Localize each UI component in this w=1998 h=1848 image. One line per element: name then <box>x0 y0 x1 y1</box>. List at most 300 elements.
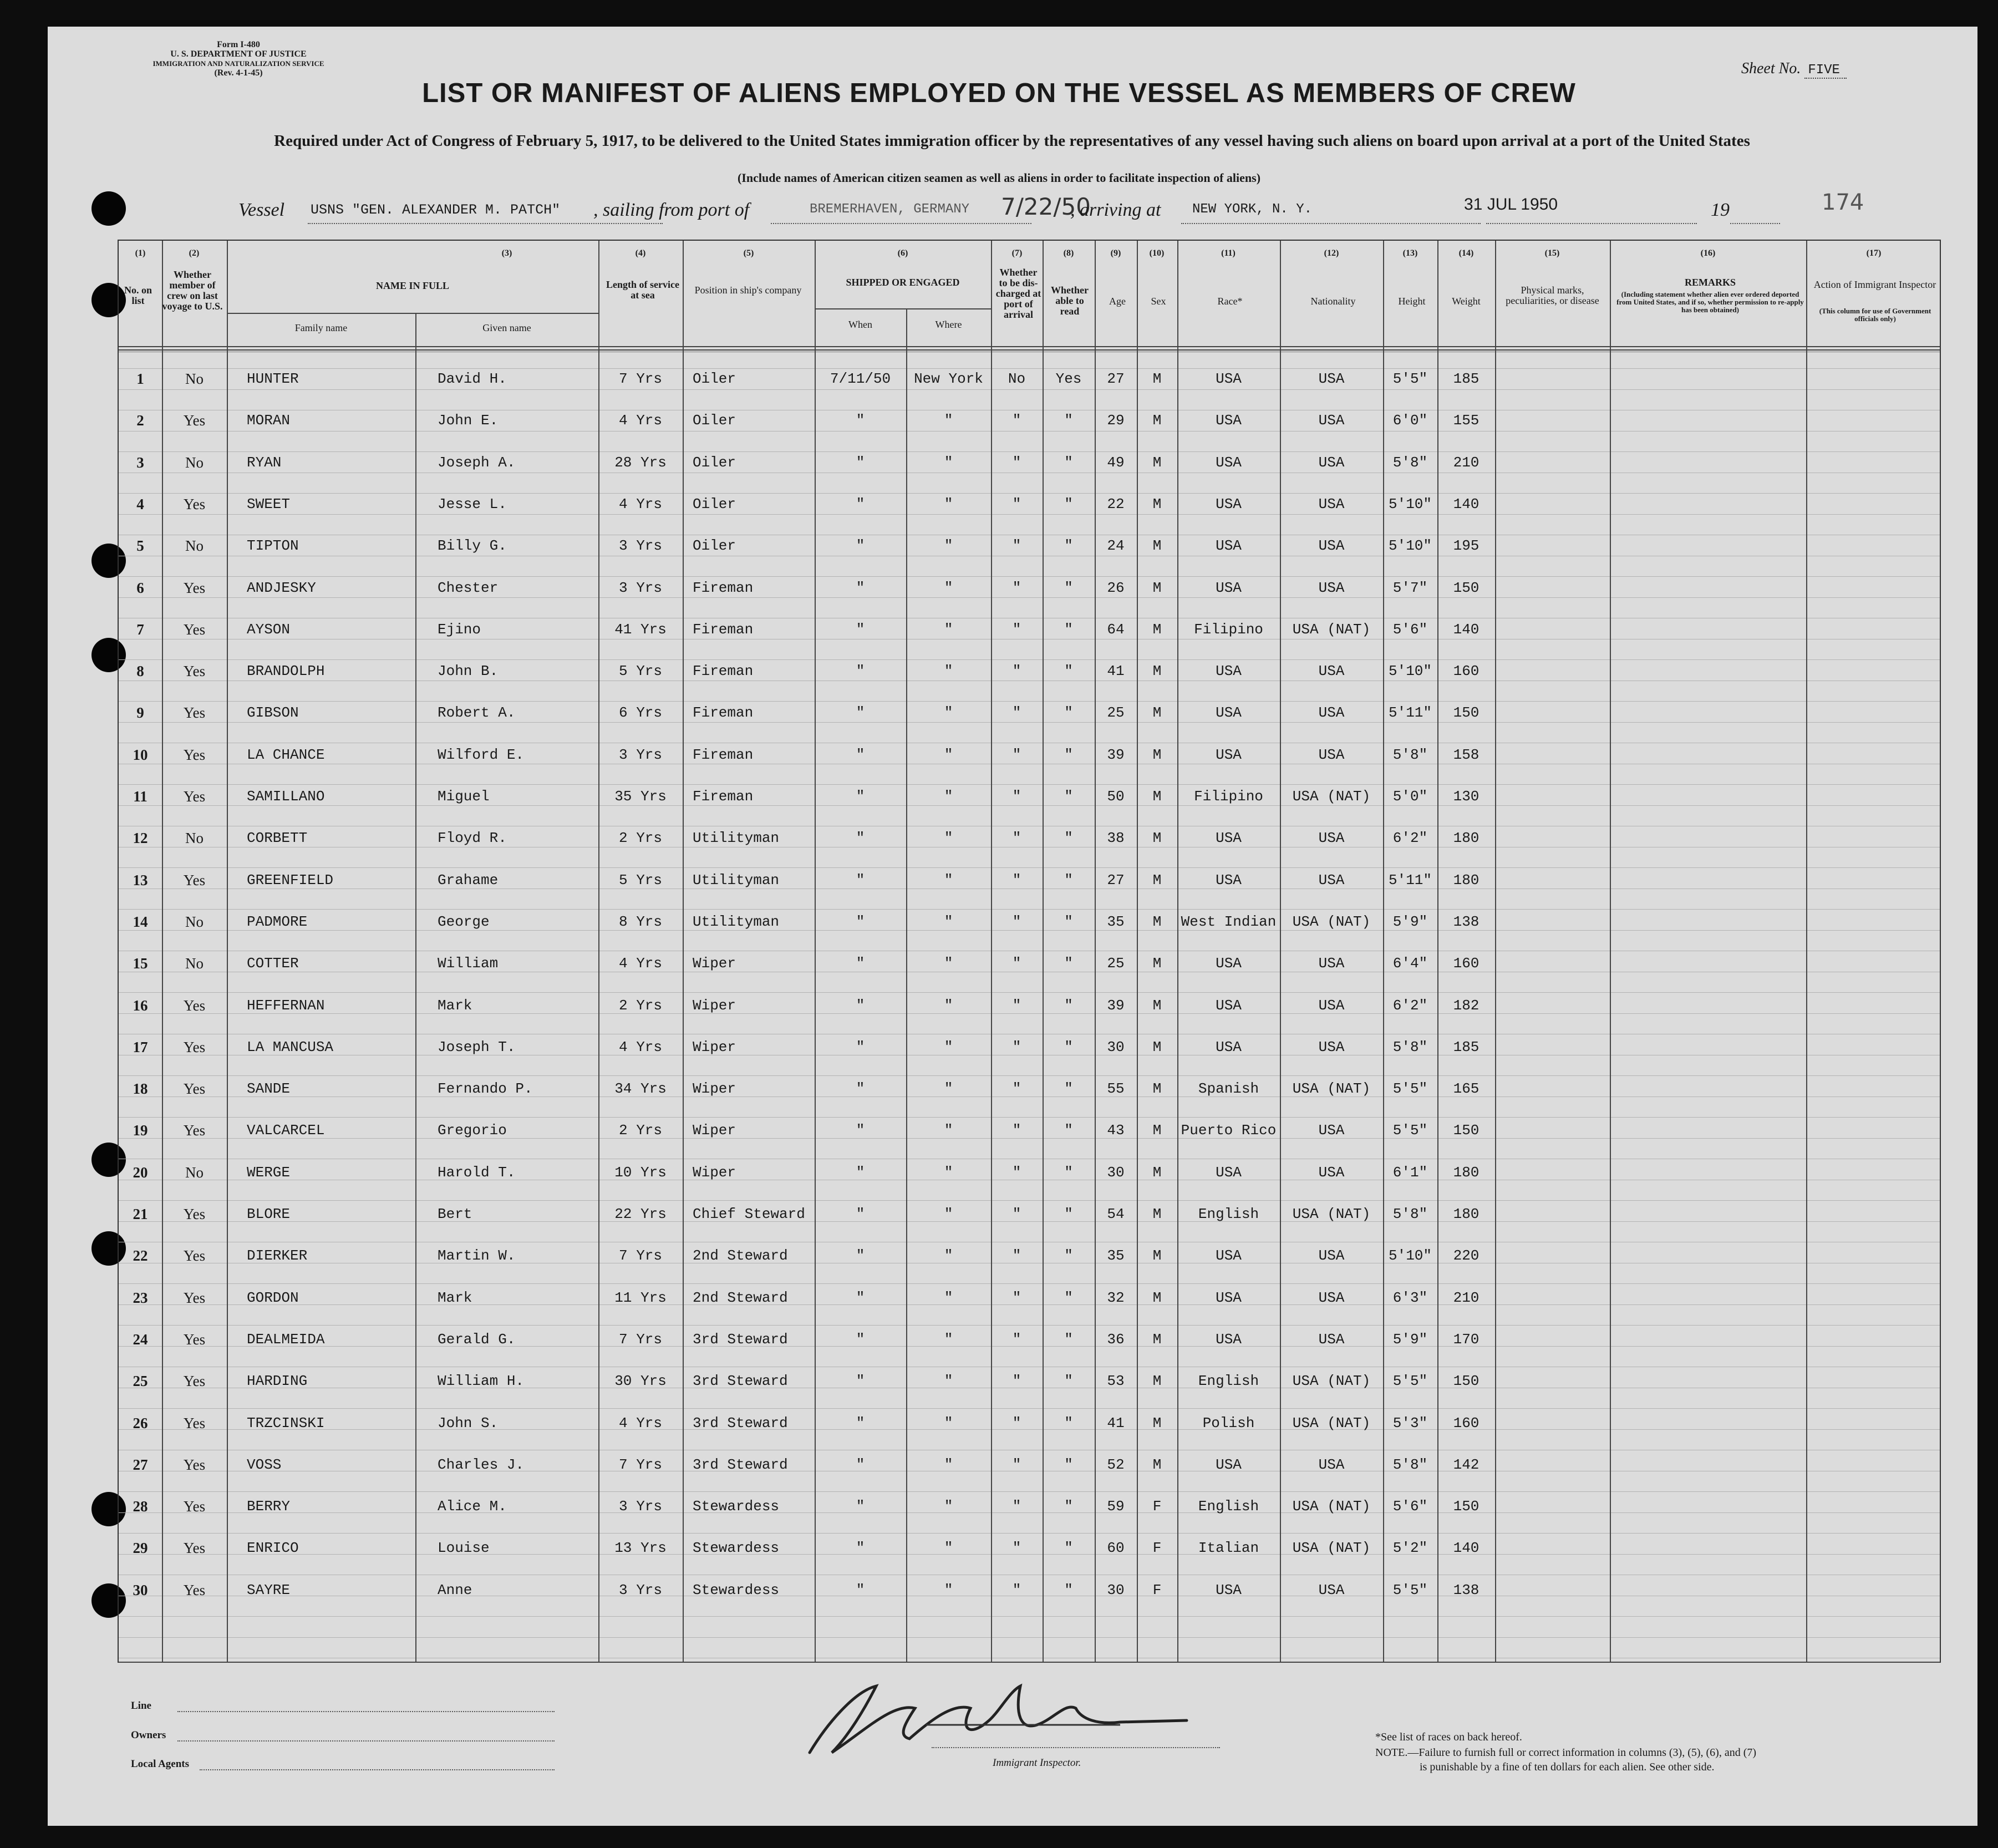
cell-race: USA <box>1216 704 1242 722</box>
cell-race: USA <box>1216 1331 1242 1348</box>
cell-when: " <box>856 1080 865 1098</box>
cell-weight: 165 <box>1453 1080 1480 1098</box>
cell-position: 2nd Steward <box>693 1247 788 1265</box>
cell-weight: 195 <box>1453 537 1480 555</box>
cell-service: 4 Yrs <box>618 495 662 512</box>
column-number: (3) <box>501 248 512 258</box>
revision: (Rev. 4-1-45) <box>214 68 263 78</box>
cell-where: " <box>944 1206 953 1222</box>
cell-read: " <box>1064 537 1073 555</box>
cell-nat: USA <box>1318 454 1345 471</box>
cell-race: USA <box>1216 1581 1242 1598</box>
cell-family: GREENFIELD <box>247 871 334 889</box>
cell-service: 22 Yrs <box>614 1206 667 1222</box>
cell-service: 3 Yrs <box>618 1581 662 1598</box>
cell-read: " <box>1064 579 1073 596</box>
header-shipped-engaged: SHIPPED OR ENGAGED <box>846 277 960 288</box>
cell-no: 9 <box>136 704 144 722</box>
cell-position: 3rd Steward <box>693 1414 788 1431</box>
ruled-line <box>119 1616 1940 1617</box>
cell-disch: " <box>1012 913 1021 930</box>
cell-disch: " <box>1012 579 1021 596</box>
cell-read: " <box>1064 746 1073 763</box>
cell-position: Stewardess <box>693 1540 780 1557</box>
owners-field[interactable] <box>177 1740 555 1742</box>
departure-port: BREMERHAVEN, GERMANY <box>810 202 970 217</box>
cell-given: Wilford E. <box>438 746 525 763</box>
cell-prev: No <box>185 370 204 387</box>
column-divider <box>1806 241 1807 1662</box>
crew-table <box>118 240 1941 1663</box>
cell-prev: Yes <box>183 579 206 596</box>
cell-no: 6 <box>136 579 144 596</box>
cell-position: Fireman <box>693 579 754 596</box>
header-race: Race* <box>1217 296 1243 307</box>
cell-height: 6'1" <box>1392 1164 1428 1181</box>
cell-disch: No <box>1008 370 1026 387</box>
cell-read: " <box>1064 1206 1073 1222</box>
cell-read: " <box>1064 495 1073 512</box>
voyage-line <box>238 190 1864 233</box>
cell-race: USA <box>1216 412 1242 429</box>
cell-when: " <box>856 1456 865 1473</box>
cell-age: 64 <box>1107 621 1125 638</box>
cell-when: " <box>856 1164 865 1181</box>
cell-read: " <box>1064 1164 1073 1181</box>
cell-no: 21 <box>133 1206 148 1222</box>
cell-weight: 220 <box>1453 1247 1480 1265</box>
cell-disch: " <box>1012 1414 1021 1431</box>
cell-race: USA <box>1216 579 1242 596</box>
cell-disch: " <box>1012 621 1021 638</box>
cell-service: 3 Yrs <box>618 579 662 596</box>
cell-family: GIBSON <box>247 704 299 722</box>
cell-no: 30 <box>133 1581 148 1598</box>
cell-family: HARDING <box>247 1373 308 1390</box>
cell-sex: M <box>1152 704 1162 722</box>
cell-sex: M <box>1152 788 1162 805</box>
cell-position: Fireman <box>693 704 754 722</box>
cell-no: 12 <box>133 830 148 847</box>
cell-no: 25 <box>133 1373 148 1390</box>
cell-family: BRANDOLPH <box>247 663 325 680</box>
cell-service: 7 Yrs <box>618 1247 662 1265</box>
cell-service: 4 Yrs <box>618 955 662 972</box>
cell-given: Jesse L. <box>438 495 507 512</box>
cell-service: 3 Yrs <box>618 537 662 555</box>
binder-hole <box>91 191 126 226</box>
cell-given: Robert A. <box>438 704 516 722</box>
cell-prev: Yes <box>183 997 206 1014</box>
line-field[interactable] <box>177 1711 555 1712</box>
cell-disch: " <box>1012 1164 1021 1181</box>
cell-no: 28 <box>133 1498 148 1515</box>
cell-sex: M <box>1152 579 1162 596</box>
cell-given: John E. <box>438 412 499 429</box>
cell-prev: Yes <box>183 704 206 722</box>
cell-height: 5'5" <box>1392 1373 1428 1390</box>
column-number: (14) <box>1458 248 1474 258</box>
cell-service: 7 Yrs <box>618 1331 662 1348</box>
cell-where: " <box>944 1289 953 1306</box>
cell-nat: USA (NAT) <box>1292 1414 1371 1431</box>
cell-family: HUNTER <box>247 370 299 387</box>
cell-service: 41 Yrs <box>614 621 667 638</box>
department: U. S. DEPARTMENT OF JUSTICE <box>170 49 307 59</box>
cell-given: William <box>438 955 499 972</box>
vessel-name: USNS "GEN. ALEXANDER M. PATCH" <box>311 202 561 218</box>
cell-age: 25 <box>1107 704 1125 722</box>
ruled-line <box>119 909 1940 910</box>
cell-disch: " <box>1012 1122 1021 1139</box>
cell-sex: M <box>1152 412 1162 429</box>
cell-family: GORDON <box>247 1289 299 1306</box>
cell-disch: " <box>1012 1498 1021 1515</box>
cell-sex: M <box>1152 955 1162 972</box>
cell-where: " <box>944 746 953 763</box>
cell-sex: M <box>1152 1038 1162 1055</box>
cell-nat: USA <box>1318 955 1345 972</box>
cell-no: 19 <box>133 1122 148 1139</box>
cell-age: 27 <box>1107 370 1125 387</box>
cell-family: HEFFERNAN <box>247 997 325 1014</box>
cell-where: " <box>944 704 953 722</box>
cell-height: 5'5" <box>1392 370 1428 387</box>
cell-prev: Yes <box>183 1038 206 1055</box>
cell-service: 4 Yrs <box>618 412 662 429</box>
local-agents-label: Local Agents <box>131 1758 190 1770</box>
cell-race: USA <box>1216 955 1242 972</box>
cell-sex: F <box>1152 1498 1162 1515</box>
cell-prev: Yes <box>183 1080 206 1098</box>
cell-when: " <box>856 746 865 763</box>
cell-sex: M <box>1152 1080 1162 1098</box>
ruled-line <box>119 493 1940 494</box>
header-physical-marks: Physical marks, peculiarities, or disease <box>1506 285 1599 306</box>
cell-family: SWEET <box>247 495 291 512</box>
cell-nat: USA (NAT) <box>1292 1498 1371 1515</box>
cell-height: 5'9" <box>1392 913 1428 930</box>
header-given-name: Given name <box>482 322 531 333</box>
inspector-label: Immigrant Inspector. <box>993 1757 1081 1769</box>
cell-disch: " <box>1012 663 1021 680</box>
column-number: (16) <box>1700 248 1716 258</box>
cell-weight: 150 <box>1453 1498 1480 1515</box>
ruled-line <box>119 867 1940 868</box>
cell-weight: 138 <box>1453 1581 1480 1598</box>
column-number: (17) <box>1866 248 1882 258</box>
cell-family: COTTER <box>247 955 299 972</box>
cell-age: 39 <box>1107 997 1125 1014</box>
cell-service: 4 Yrs <box>618 1038 662 1055</box>
page-number: 174 <box>1822 190 1864 215</box>
cell-read: " <box>1064 1498 1073 1515</box>
cell-nat: USA <box>1318 537 1345 555</box>
cell-when: " <box>856 495 865 512</box>
cell-given: Fernando P. <box>438 1080 533 1098</box>
cell-family: RYAN <box>247 454 282 471</box>
cell-service: 2 Yrs <box>618 1122 662 1139</box>
cell-read: " <box>1064 1581 1073 1598</box>
cell-given: William H. <box>438 1373 525 1390</box>
cell-nat: USA <box>1318 370 1345 387</box>
column-number: (10) <box>1149 248 1165 258</box>
cell-where: " <box>944 1540 953 1557</box>
cell-nat: USA <box>1318 663 1345 680</box>
cell-family: SANDE <box>247 1080 291 1098</box>
header-sex: Sex <box>1151 296 1166 307</box>
cell-nat: USA <box>1318 1038 1345 1055</box>
cell-prev: Yes <box>183 1456 206 1473</box>
column-number: (6) <box>897 248 908 258</box>
cell-sex: M <box>1152 913 1162 930</box>
cell-age: 30 <box>1107 1164 1125 1181</box>
cell-no: 22 <box>133 1247 148 1265</box>
cell-race: Puerto Rico <box>1181 1122 1277 1139</box>
cell-prev: Yes <box>183 746 206 763</box>
cell-position: Utilityman <box>693 913 780 930</box>
cell-no: 16 <box>133 997 148 1014</box>
cell-age: 26 <box>1107 579 1125 596</box>
cell-age: 30 <box>1107 1581 1125 1598</box>
cell-weight: 155 <box>1453 412 1480 429</box>
sheet-number <box>1741 60 1847 78</box>
header-position: Position in ship's company <box>694 285 802 296</box>
cell-where: " <box>944 1373 953 1390</box>
cell-prev: Yes <box>183 1247 206 1265</box>
cell-nat: USA <box>1318 1331 1345 1348</box>
cell-sex: M <box>1152 1289 1162 1306</box>
cell-prev: Yes <box>183 1122 206 1139</box>
cell-position: Utilityman <box>693 830 780 847</box>
ruled-line <box>119 368 1940 369</box>
inspector-signature <box>787 1669 1209 1769</box>
header-length-service: Length of service at sea <box>606 279 679 301</box>
cell-given: Alice M. <box>438 1498 507 1515</box>
cell-when: " <box>856 1289 865 1306</box>
cell-race: Filipino <box>1194 788 1263 805</box>
cell-age: 54 <box>1107 1206 1125 1222</box>
cell-where: " <box>944 788 953 805</box>
cell-given: Mark <box>438 997 472 1014</box>
cell-when: " <box>856 871 865 889</box>
cell-prev: Yes <box>183 1581 206 1598</box>
cell-family: VALCARCEL <box>247 1122 325 1139</box>
cell-disch: " <box>1012 830 1021 847</box>
cell-height: 6'0" <box>1392 412 1428 429</box>
departure-date: 7/22/50 <box>1001 193 1091 220</box>
cell-position: Wiper <box>693 1080 736 1098</box>
ruled-line <box>119 1408 1940 1409</box>
cell-race: USA <box>1216 746 1242 763</box>
local-agents-field[interactable] <box>200 1769 555 1770</box>
cell-position: Oiler <box>693 537 736 555</box>
cell-height: 6'3" <box>1392 1289 1428 1306</box>
cell-where: " <box>944 1080 953 1098</box>
column-divider <box>1610 241 1611 1662</box>
ruled-line <box>119 1117 1940 1118</box>
cell-given: Mark <box>438 1289 472 1306</box>
cell-position: Oiler <box>693 412 736 429</box>
cell-when: 7/11/50 <box>830 370 891 387</box>
cell-position: 3rd Steward <box>693 1456 788 1473</box>
cell-age: 30 <box>1107 1038 1125 1055</box>
owners-label: Owners <box>131 1729 166 1741</box>
cell-where: " <box>944 997 953 1014</box>
cell-age: 41 <box>1107 663 1125 680</box>
cell-read: " <box>1064 997 1073 1014</box>
cell-family: AYSON <box>247 621 291 638</box>
cell-prev: No <box>185 454 204 471</box>
cell-nat: USA <box>1318 704 1345 722</box>
cell-service: 8 Yrs <box>618 913 662 930</box>
cell-race: English <box>1198 1498 1259 1515</box>
cell-nat: USA (NAT) <box>1292 1373 1371 1390</box>
ruled-line <box>119 514 1940 515</box>
cell-sex: M <box>1152 1331 1162 1348</box>
cell-height: 5'10" <box>1388 495 1432 512</box>
cell-position: Wiper <box>693 1038 736 1055</box>
cell-disch: " <box>1012 955 1021 972</box>
cell-read: " <box>1064 1456 1073 1473</box>
cell-prev: Yes <box>183 788 206 805</box>
cell-when: " <box>856 1540 865 1557</box>
cell-read: " <box>1064 913 1073 930</box>
cell-read: " <box>1064 1038 1073 1055</box>
cell-race: English <box>1198 1373 1259 1390</box>
cell-position: Stewardess <box>693 1498 780 1515</box>
cell-no: 7 <box>136 621 144 638</box>
header-when: When <box>848 319 872 330</box>
cell-height: 6'4" <box>1392 955 1428 972</box>
cell-no: 23 <box>133 1289 148 1306</box>
cell-when: " <box>856 454 865 471</box>
cell-race: Filipino <box>1194 621 1263 638</box>
cell-read: " <box>1064 1331 1073 1348</box>
cell-read: " <box>1064 1122 1073 1139</box>
cell-weight: 158 <box>1453 746 1480 763</box>
ruled-line <box>119 992 1940 993</box>
cell-prev: Yes <box>183 1498 206 1515</box>
cell-sex: M <box>1152 1373 1162 1390</box>
cell-given: Floyd R. <box>438 830 507 847</box>
cell-given: John S. <box>438 1414 499 1431</box>
document-subtitle: Required under Act of Congress of February 5, 1917, to be delivered to the United States immigration officer by the representatives of any vessel having such aliens on board upon arrival at a port of the United States <box>274 132 1750 150</box>
cell-no: 14 <box>133 913 148 930</box>
cell-weight: 210 <box>1453 1289 1480 1306</box>
cell-age: 36 <box>1107 1331 1125 1348</box>
cell-position: Wiper <box>693 955 736 972</box>
cell-race: USA <box>1216 454 1242 471</box>
cell-no: 18 <box>133 1080 148 1098</box>
cell-nat: USA <box>1318 997 1345 1014</box>
ruled-line <box>119 805 1940 806</box>
cell-sex: M <box>1152 746 1162 763</box>
cell-position: 2nd Steward <box>693 1289 788 1306</box>
inspector-line <box>932 1747 1220 1748</box>
column-divider <box>683 241 684 1662</box>
cell-height: 5'8" <box>1392 1206 1428 1222</box>
header-height: Height <box>1398 296 1426 307</box>
cell-race: USA <box>1216 1289 1242 1306</box>
cell-prev: Yes <box>183 495 206 512</box>
cell-race: USA <box>1216 663 1242 680</box>
cell-prev: Yes <box>183 1206 206 1222</box>
cell-family: LA MANCUSA <box>247 1038 334 1055</box>
cell-height: 5'6" <box>1392 621 1428 638</box>
cell-disch: " <box>1012 1373 1021 1390</box>
cell-disch: " <box>1012 454 1021 471</box>
cell-no: 1 <box>136 370 144 387</box>
cell-disch: " <box>1012 1331 1021 1348</box>
cell-disch: " <box>1012 495 1021 512</box>
cell-given: Gregorio <box>438 1122 507 1139</box>
cell-nat: USA <box>1318 579 1345 596</box>
header-family-name: Family name <box>294 322 348 333</box>
cell-sex: M <box>1152 997 1162 1014</box>
cell-sex: M <box>1152 1414 1162 1431</box>
cell-age: 43 <box>1107 1122 1125 1139</box>
cell-age: 53 <box>1107 1373 1125 1390</box>
cell-read: " <box>1064 1247 1073 1265</box>
cell-race: Italian <box>1198 1540 1259 1557</box>
cell-position: Chief Steward <box>693 1206 805 1222</box>
cell-height: 5'8" <box>1392 454 1428 471</box>
cell-service: 2 Yrs <box>618 997 662 1014</box>
cell-nat: USA (NAT) <box>1292 1540 1371 1557</box>
cell-age: 25 <box>1107 955 1125 972</box>
cell-sex: M <box>1152 1247 1162 1265</box>
cell-given: Gerald G. <box>438 1331 516 1348</box>
ruled-line <box>119 389 1940 390</box>
cell-age: 22 <box>1107 495 1125 512</box>
cell-height: 5'8" <box>1392 1456 1428 1473</box>
cell-when: " <box>856 830 865 847</box>
cell-no: 13 <box>133 871 148 889</box>
cell-height: 5'10" <box>1388 663 1432 680</box>
cell-where: " <box>944 1247 953 1265</box>
header-remarks: REMARKS <box>1684 277 1736 288</box>
cell-prev: Yes <box>183 663 206 680</box>
cell-no: 2 <box>136 412 144 429</box>
cell-race: English <box>1198 1206 1259 1222</box>
sailing-label: , sailing from port of <box>593 200 750 220</box>
ruled-line <box>119 784 1940 785</box>
cell-family: TRZCINSKI <box>247 1414 325 1431</box>
race-note: *See list of races on back hereof. <box>1375 1731 1522 1743</box>
cell-service: 10 Yrs <box>614 1164 667 1181</box>
cell-weight: 160 <box>1453 663 1480 680</box>
cell-sex: M <box>1152 495 1162 512</box>
cell-prev: No <box>185 955 204 972</box>
cell-nat: USA (NAT) <box>1292 788 1371 805</box>
cell-age: 41 <box>1107 1414 1125 1431</box>
cell-sex: M <box>1152 1122 1162 1139</box>
cell-height: 5'6" <box>1392 1498 1428 1515</box>
cell-read: " <box>1064 621 1073 638</box>
cell-nat: USA <box>1318 1581 1345 1598</box>
cell-sex: M <box>1152 370 1162 387</box>
cell-height: 5'7" <box>1392 579 1428 596</box>
cell-read: " <box>1064 955 1073 972</box>
cell-given: Joseph T. <box>438 1038 516 1055</box>
document-title: LIST OR MANIFEST OF ALIENS EMPLOYED ON THE VESSEL AS MEMBERS OF CREW <box>422 78 1576 108</box>
cell-position: Wiper <box>693 1122 736 1139</box>
cell-race: USA <box>1216 830 1242 847</box>
cell-where: " <box>944 1122 953 1139</box>
ruled-line <box>119 1075 1940 1076</box>
cell-service: 6 Yrs <box>618 704 662 722</box>
